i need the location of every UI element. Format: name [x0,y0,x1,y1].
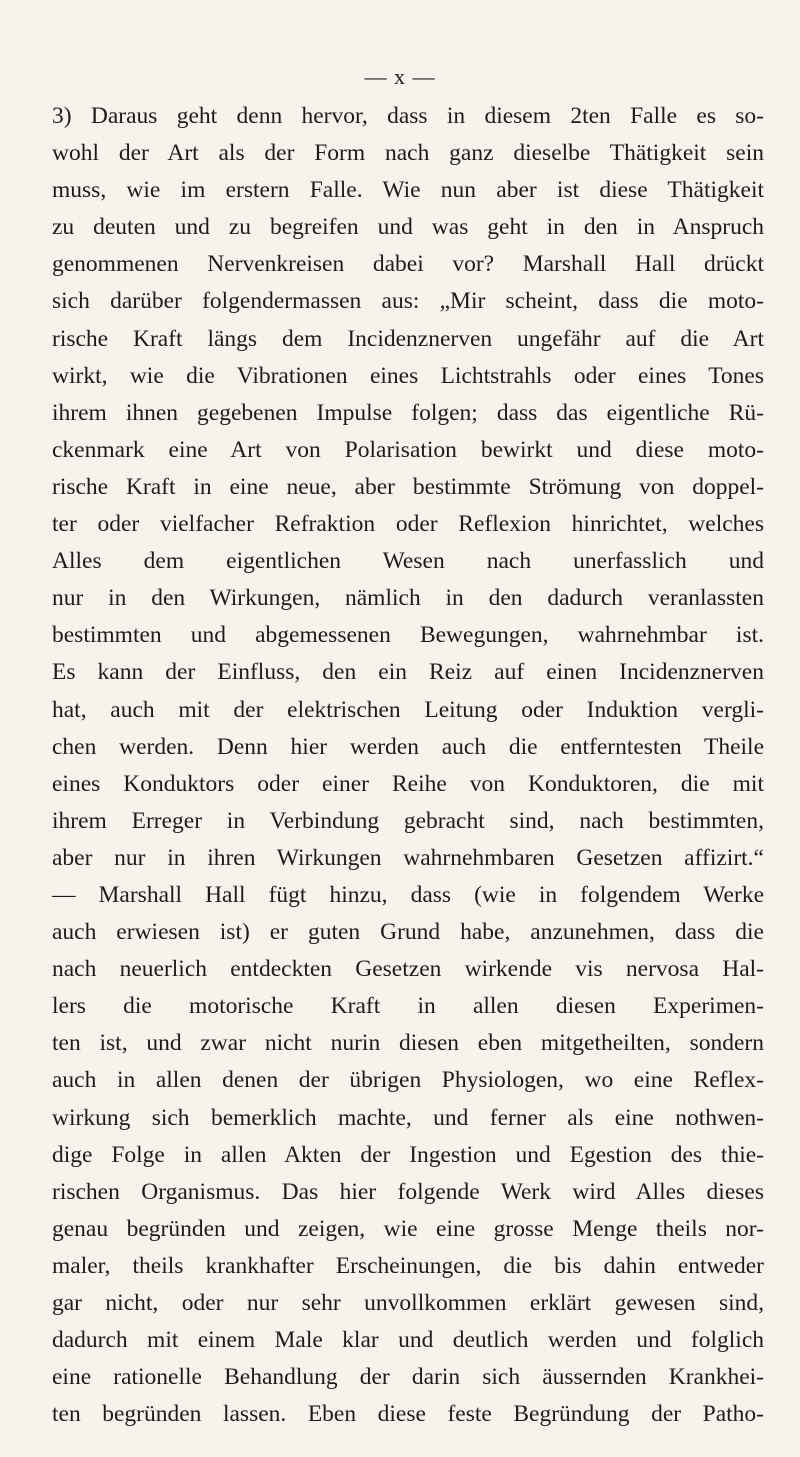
text-line: ter oder vielfacher Refraktion oder Reflexion hinrichtet, welches [52,511,764,538]
text-line: rische Kraft längs dem Incidenznerven ungefähr auf die Art [52,325,764,352]
text-line: auch erwiesen ist) er guten Grund habe, anzunehmen, dass die [52,919,764,946]
text-line: — Marshall Hall fügt hinzu, dass (wie in folgendem Werke [52,881,764,908]
text-line: eine rationelle Behandlung der darin sich äussernden Krankhei- [52,1364,764,1391]
text-line: nach neuerlich entdeckten Gesetzen wirkende vis nervosa Hal- [52,956,764,983]
text-line: aber nur in ihren Wirkungen wahrnehmbaren Gesetzen affizirt.“ [52,844,764,871]
text-line: ten ist, und zwar nicht nurin diesen eben mitgetheilten, sondern [52,1030,764,1057]
text-line: rischen Organismus. Das hier folgende Werk wird Alles dieses [52,1178,764,1205]
text-line: genau begründen und zeigen, wie eine grosse Menge theils nor- [52,1215,764,1242]
page-number: — x — [364,64,436,89]
text-line: Es kann der Einfluss, den ein Reiz auf einen Incidenznerven [52,659,764,686]
text-line: wirkt, wie die Vibrationen eines Lichtstrahls oder eines Tones [52,362,764,389]
text-line: ihrem ihnen gegebenen Impulse folgen; dass das eigentliche Rü- [52,399,764,426]
text-line: bestimmten und abgemessenen Bewegungen, wahrnehmbar ist. [52,622,764,649]
text-line: nur in den Wirkungen, nämlich in den dadurch veranlassten [52,585,764,612]
text-line: dige Folge in allen Akten der Ingestion und Egestion des thie- [52,1141,764,1168]
text-line: hat, auch mit der elektrischen Leitung oder Induktion vergli- [52,696,764,723]
text-line: ten begründen lassen. Eben diese feste Begründung der Patho- [52,1401,764,1428]
text-line: maler, theils krankhafter Erscheinungen, die bis dahin entweder [52,1252,764,1279]
text-line: gar nicht, oder nur sehr unvollkommen erklärt gewesen sind, [52,1290,764,1316]
body-text [52,98,764,1433]
text-line: rische Kraft in eine neue, aber bestimmte Strömung von doppel- [52,473,764,500]
text-line: auch in allen denen der übrigen Physiologen, wo eine Reflex- [52,1067,764,1094]
text-line: Alles dem eigentlichen Wesen nach unerfasslich und [52,548,764,575]
text-line: ckenmark eine Art von Polarisation bewirkt und diese moto- [52,436,764,463]
text-line: chen werden. Denn hier werden auch die entferntesten Theile [52,733,764,760]
text-line: dadurch mit einem Male klar und deutlich werden und folglich [52,1327,764,1354]
text-line: zu deuten und zu begreifen und was geht in den in Anspruch [52,214,764,241]
text-line: lers die motorische Kraft in allen diesen Experimen- [52,993,764,1020]
text-line: ihrem Erreger in Verbindung gebracht sind, nach bestimmten, [52,807,764,834]
text-line: eines Konduktors oder einer Reihe von Konduktoren, die mit [52,770,764,797]
text-line: muss, wie im erstern Falle. Wie nun aber ist diese Thätigkeit [52,177,764,204]
text-line: sich darüber folgendermassen aus: „Mir scheint, dass die moto- [52,288,764,315]
text-line: 3) Daraus geht denn hervor, dass in diesem 2ten Falle es so- [52,103,764,129]
text-line: genommenen Nervenkreisen dabei vor? Marshall Hall drückt [52,251,764,278]
text-line: wirkung sich bemerklich machte, und ferner als eine nothwen- [52,1104,764,1131]
text-line: wohl der Art als der Form nach ganz dieselbe Thätigkeit sein [52,140,764,167]
